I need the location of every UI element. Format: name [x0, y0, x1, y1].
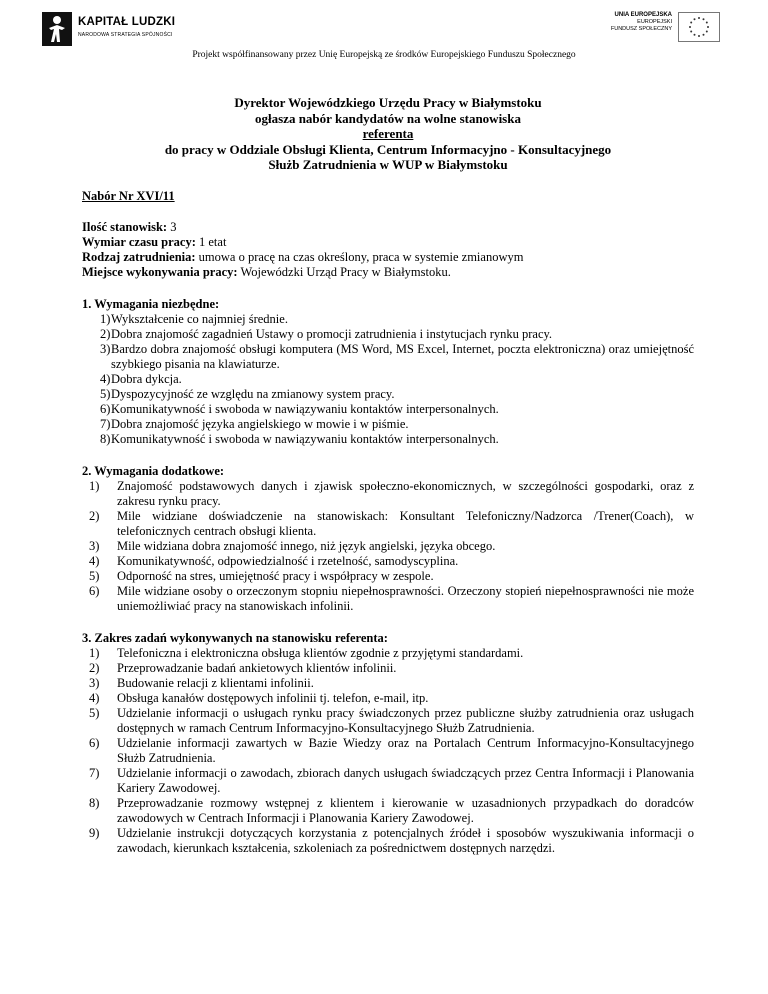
list-item: 6) Mile widziane osoby o orzeczonym stopniu niepełnosprawności. Orzeczony stopień niepełnosprawności nie może uniemożliwiać pracy na stanowiskach infolinii. [89, 583, 694, 613]
list-item: 1) Telefoniczna i elektroniczna obsługa klientów zgodnie z przyjętymi standardami. [89, 645, 524, 660]
title-line-2: ogłasza nabór kandydatów na wolne stanowiska [255, 110, 521, 126]
list-item: 2) Mile widziane doświadczenie na stanowiskach: Konsultant Telefoniczny/Nadzorca /Trener(Coach), w telefonicznych centrach obsługi klienta. [89, 508, 694, 538]
additional-list [82, 479, 694, 614]
fact-positions: Ilość stanowisk: 3 [82, 219, 177, 234]
list-item: 1) Wykształcenie co najmniej średnie. [100, 311, 288, 326]
logo-left-subtitle: NARODOWA STRATEGIA SPÓJNOŚCI [78, 32, 173, 38]
eu-logo-line2: EUROPEJSKI [637, 19, 672, 25]
title-line-5: Służb Zatrudnienia w WUP w Białymstoku [268, 157, 508, 172]
list-item: 5) Udzielanie informacji o usługach rynku pracy świadczonych przez publiczne służby zatrudnienia oraz usługach dostępnych w ramach Centrum Informacyjno-Konsultacyjnego Służb Zatrudnienia. [89, 705, 694, 735]
recruitment-number: Nabór Nr XVI/11 [82, 188, 175, 203]
eu-logo-line3: FUNDUSZ SPOŁECZNY [610, 26, 672, 32]
section-title: 2. Wymagania dodatkowe: [82, 463, 225, 478]
announcement-title [82, 95, 694, 173]
list-item: 3) Mile widziana dobra znajomość innego, niż język angielski, języka obcego. [89, 538, 496, 553]
title-line-1: Dyrektor Wojewódzkiego Urzędu Pracy w Białymstoku [234, 95, 542, 110]
list-item: 3) Budowanie relacji z klientami infolinii. [89, 675, 314, 690]
list-item: 9) Udzielanie instrukcji dotyczących korzystania z potencjalnych źródeł i sposobów wyszukiwania informacji o zawodach, kierunkach kształcenia, szkoleniach za pośrednictwem dostępnych narzędzi. [89, 825, 694, 855]
logo-left-name: KAPITAŁ LUDZKI [78, 16, 176, 28]
position-facts [82, 220, 694, 280]
list-item: 5) Dyspozycyjność ze względu na zmianowy system pracy. [100, 386, 395, 401]
list-item: 8) Komunikatywność i swoboda w nawiązywaniu kontaktów interpersonalnych. [100, 431, 499, 446]
list-item: 4) Dobra dykcja. [100, 371, 182, 386]
list-item: 3) Bardzo dobra znajomość obsługi komputera (MS Word, MS Excel, Internet, poczta elektroniczna) oraz umiejętność szybkiego pisania na klawiaturze. [100, 341, 694, 371]
eu-flag-icon [678, 12, 720, 42]
eu-logo-line1: UNIA EUROPEJSKA [614, 12, 672, 18]
page-header [0, 0, 768, 70]
section-required [82, 297, 694, 447]
list-item: 4) Komunikatywność, odpowiedzialność i rzetelność, samodyscyplina. [89, 553, 459, 568]
list-item: 8) Przeprowadzanie rozmowy wstępnej z klientem i kierowanie w uzasadnionych przypadkach do doradców zawodowych w Centrach Informacji i Planowania Kariery Zawodowej. [89, 795, 694, 825]
human-figure-icon [42, 12, 72, 46]
section-additional [82, 464, 694, 614]
kapital-ludzki-logo [42, 12, 192, 48]
requirements-list [82, 312, 694, 447]
section-duties [82, 631, 694, 856]
fact-employment-type: Rodzaj zatrudnienia: umowa o pracę na czas określony, praca w systemie zmianowym [82, 249, 524, 264]
eu-logo-text [608, 12, 672, 33]
list-item: 7) Dobra znajomość języka angielskiego w mowie i w piśmie. [100, 416, 409, 431]
eu-logo [608, 12, 726, 46]
list-item: 2) Dobra znajomość zagadnień Ustawy o promocji zatrudnienia i instytucjach rynku pracy. [100, 326, 553, 341]
duties-list [82, 646, 694, 856]
list-item: 6) Udzielanie informacji zawartych w Bazie Wiedzy oraz na Portalach Centrum Informacyjno-Konsultacyjnego Służb Zatrudnienia. [89, 735, 694, 765]
section-title: 1. Wymagania niezbędne: [82, 296, 220, 311]
list-item: 7) Udzielanie informacji o zawodach, zbiorach danych usługach świadczących przez Centra Informacji i Planowania Kariery Zawodowej. [89, 765, 694, 795]
list-item: 4) Obsługa kanałów dostępowych infolinii tj. telefon, e-mail, itp. [89, 690, 429, 705]
title-line-4: do pracy w Oddziale Obsługi Klienta, Centrum Informacyjno - Konsultacyjnego [164, 141, 612, 157]
announcement-body [82, 95, 694, 856]
fact-workplace: Miejsce wykonywania pracy: Wojewódzki Urząd Pracy w Białymstoku. [82, 264, 451, 279]
list-item: 5) Odporność na stres, umiejętność pracy i współpracy w zespole. [89, 568, 434, 583]
list-item: 6) Komunikatywność i swoboda w nawiązywaniu kontaktów interpersonalnych. [100, 401, 499, 416]
funding-note: Projekt współfinansowany przez Unię Europejską ze środków Europejskiego Funduszu Społecznego [192, 50, 576, 60]
position-name: referenta [362, 126, 414, 141]
fact-working-time: Wymiar czasu pracy: 1 etat [82, 234, 227, 249]
list-item: 2) Przeprowadzanie badań ankietowych klientów infolinii. [89, 660, 397, 675]
list-item: 1) Znajomość podstawowych danych i zjawisk społeczno-ekonomicznych, w szczególności gospodarki, oraz z zakresu rynku pracy. [89, 478, 694, 508]
section-title: 3. Zakres zadań wykonywanych na stanowisku referenta: [82, 630, 388, 645]
